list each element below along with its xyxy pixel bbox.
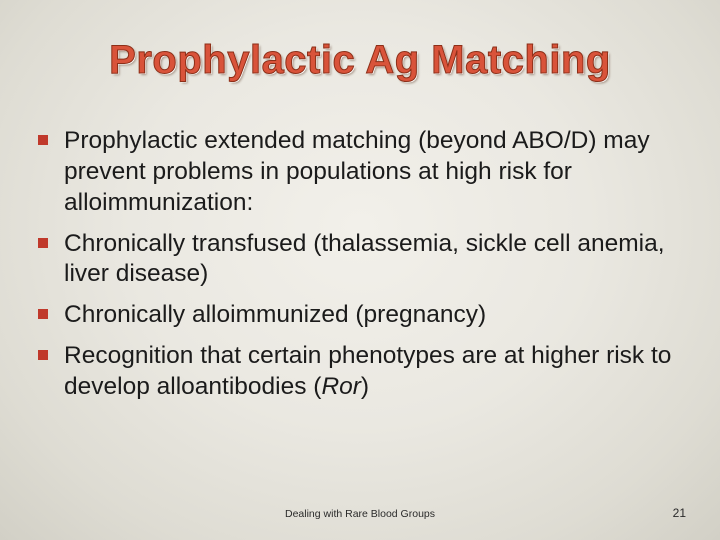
- list-item-text: [64, 341, 686, 403]
- slide-title: Prophylactic Ag Matching: [109, 38, 611, 82]
- list-item-text: Chronically alloimmunized (pregnancy): [64, 301, 487, 329]
- list-item: [38, 300, 686, 331]
- bullet-square-icon: [38, 350, 48, 360]
- list-item-text-lead: Recognition that certain phenotypes are at higher risk to develop alloantibodies (: [64, 342, 672, 401]
- page-number: 21: [672, 506, 686, 520]
- bullet-square-icon: [38, 309, 48, 319]
- list-item-text-tail: ): [360, 373, 370, 401]
- slide-body: [38, 126, 686, 413]
- list-item-text: Prophylactic extended matching (beyond ABO/D) may prevent problems in populations at high risk for alloimmunization:: [64, 127, 650, 216]
- list-item: [38, 341, 686, 403]
- list-item: [38, 229, 686, 291]
- list-item: [38, 126, 686, 219]
- list-item-text-italic: Ror: [321, 373, 361, 401]
- bullet-square-icon: [38, 135, 48, 145]
- footer-note: Dealing with Rare Blood Groups: [285, 508, 435, 520]
- list-item-text: Chronically transfused (thalassemia, sickle cell anemia, liver disease): [64, 229, 665, 288]
- bullet-square-icon: [38, 238, 48, 248]
